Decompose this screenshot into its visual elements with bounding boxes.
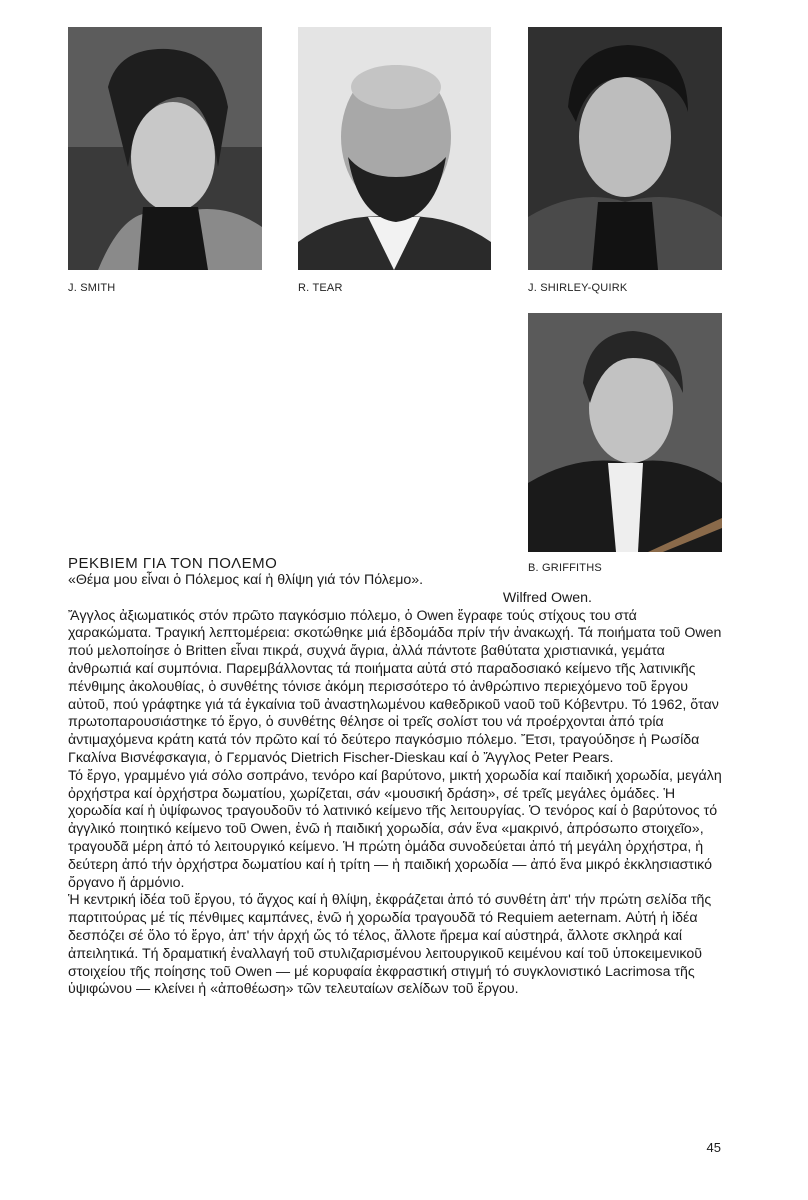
photo-caption-smith: J. SMITH [68,282,116,294]
epigraph-author: Wilfred Owen. [502,589,592,606]
article-paragraph: Ἄγγλος ἀξιωματικός στόν πρῶτο παγκόσμιο πόλεμο, ὁ Owen ἔγραφε τούς στίχους του στά χαρακώματα. Τραγική λεπτομέρεια: σκοτώθηκε μιά ἑβδομάδα πρίν τήν ἀνακωχή. Τά ποιήματα τοῦ Owen πού μελοποίησε ὁ Britten εἶναι πικρά, συχνά ἄγρια, ἀλλά πάντοτε βαθύτατα χριστιανικά, γεμάτα ἀνθρωπιά καί συμπόνια. Παρεμβάλλοντας τά ποιήματα αὐτά στό παραδοσιακό κείμενο τῆς λατινικῆς πένθιμης ἀκολουθίας, ὁ συνθέτης τόνισε ἀκόμη περισσότερο τό ἀνθρώπινο περιεχόμενο τοῦ ἔργου αὐτοῦ, πού γράφτηκε γιά τά ἐγκαίνια τοῦ ἀναστηλωμένου καθεδρικοῦ ναοῦ τοῦ Κόβεντρυ. Τό 1962, ὅταν πρωτοπαρουσιάστηκε τό ἔργο, ὁ συνθέτης θέλησε οἱ τρεῖς σολίστ του νά προέρχονται ἀπό τρία ἀντιμαχόμενα κράτη κατά τόν πρῶτο καί τό δεύτερο παγκόσμιο πόλεμο. Ἔτσι, τραγούδησε ἡ Ρωσίδα Γκαλίνα Βισνέφσκαγια, ὁ Γερμανός Dietrich Fischer-Dieskau καί ὁ Ἄγγλος Peter Pears. [68,607,722,766]
portrait-photo-shirley-quirk [528,27,722,270]
portrait-photo-smith [68,27,262,270]
photo-caption-tear: R. TEAR [298,282,343,294]
article-paragraph: Ἡ κεντρική ἰδέα τοῦ ἔργου, τό ἄγχος καί ἡ θλίψη, ἐκφράζεται ἀπό τό συνθέτη ἀπ' τήν πρώτη σελίδα τῆς παρτιτούρας μέ τίς πένθιμες καμπάνες, ἐνῶ ἡ χορωδία τραγουδᾶ τό Requiem aeternam. Αὐτή ἡ ἰδέα δεσπόζει σέ ὅλο τό ἔργο, ἀπ' τήν ἀρχή ὥς τό τέλος, ἄλλοτε ἤρεμα καί αὐστηρά, ἄλλοτε σκληρά καί ἀπειλητικά. Τή δραματική ἐναλλαγή τοῦ στυλιζαρισμένου λειτουργικοῦ κειμένου καί τοῦ ὑποκειμενικοῦ στοιχείου τῆς ποίησης τοῦ Owen — μέ κορυφαία ἐκφραστική στιγμή τό συγκλονιστικό Lacrimosa τῆς ὑψιφώνου — κλείνει ἡ «ἀποθέωση» τῶν τελευταίων σελίδων τοῦ ἔργου. [68,892,712,998]
epigraph: «Θέμα μου εἶναι ὁ Πόλεμος καί ἡ θλίψη γιά τόν Πόλεμο». [68,572,424,588]
photo-caption-shirley-quirk: J. SHIRLEY-QUIRK [528,282,628,294]
article-title: ΡΕΚΒΙΕΜ ΓΙΑ ΤΟΝ ΠΟΛΕΜΟ [68,555,278,572]
portrait-photo-griffiths [528,313,722,552]
photo-caption-griffiths: B. GRIFFITHS [528,562,602,574]
page-number: 45 [706,1140,721,1155]
article-paragraph: Τό ἔργο, γραμμένο γιά σόλο σοπράνο, τενόρο καί βαρύτονο, μικτή χορωδία καί παιδική χορωδία, μεγάλη ὀρχήστρα καί ὀρχήστρα δωματίου, χωρίζεται, σάν «μουσική δράση», σέ τρεῖς μεγάλες ὁμάδες. Ἡ χορωδία καί ἡ ὑψίφωνος τραγουδοῦν τό λατινικό κείμενο τῆς λειτουργίας. Ὁ τενόρος καί ὁ βαρύτονος τό ἀγγλικό ποιητικό κείμενο τοῦ Owen, ἐνῶ ἡ παιδική χορωδία, σάν ἕνα «μακρινό, ἀπρόσωπο στοιχεῖο», τραγουδᾶ μέρη ἀπό τό λειτουργικό κείμενο. Ἡ πρώτη ὁμάδα συνοδεύεται ἀπό τή μεγάλη ὀρχήστρα, ἡ δεύτερη ἀπό τήν ὀρχήστρα δωματίου καί ἡ τρίτη — ἡ παιδική χορωδία — ἀπό ἕνα μικρό ἐκκλησιαστικό ὄργανο ἤ ἁρμόνιο. [68,767,722,891]
article-body [68,572,724,999]
portrait-photo-tear [298,27,491,270]
